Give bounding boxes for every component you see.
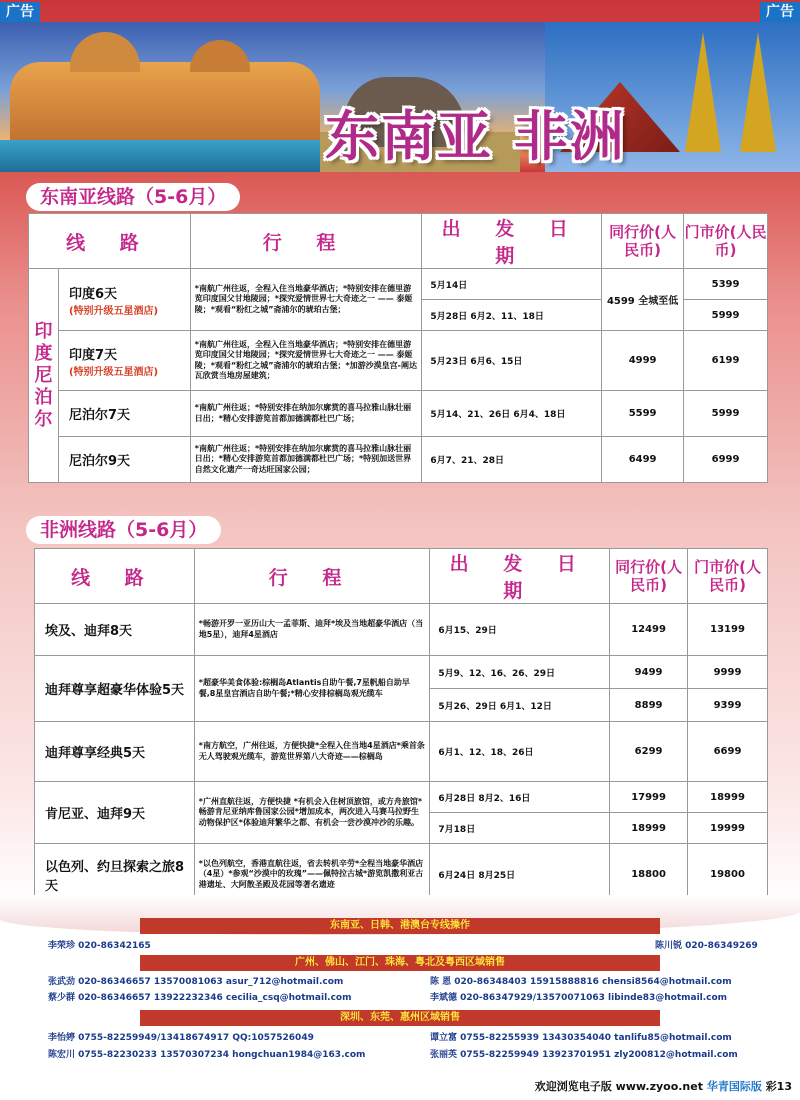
header-route: 线 路 [29, 214, 191, 269]
ad-label-right: 广告 [760, 2, 800, 22]
contact: 陈川锐 020-86349269 [655, 941, 758, 951]
footer-note [535, 1078, 792, 1094]
table-row [29, 391, 768, 437]
header-departure: 出 发 日 期 [430, 549, 610, 604]
departure-date: 5月14日 [422, 269, 602, 300]
band-guangzhou-sales: 广州、佛山、江门、珠海、粤北及粤西区域销售 [140, 955, 660, 971]
route-sub: (特别升级五星酒店) [68, 366, 159, 378]
contact: 李斌德 020-86347929/13570071063 libinde83@hotmail.com [430, 993, 728, 1003]
retail-price: 6199 [684, 331, 768, 391]
header-peer-price: 同行价(人民币) [602, 214, 684, 269]
peer-price: 9499 [610, 656, 688, 689]
peer-price: 17999 [610, 782, 688, 813]
route-sub: (特别升级五星酒店) [68, 305, 159, 317]
departure-date: 5月14、21、26日 6月4、18日 [422, 391, 602, 437]
header-peer-price: 同行价(人民币) [610, 549, 688, 604]
header-itinerary: 行 程 [194, 549, 430, 604]
retail-price: 9999 [688, 656, 768, 689]
sea-route-table [28, 213, 768, 483]
retail-price: 9399 [688, 689, 768, 722]
peer-price: 6299 [610, 722, 688, 782]
retail-price: 6999 [684, 437, 768, 483]
contact: 张武劲 020-86346657 13570081063 asur_712@hotmail.com [48, 977, 344, 987]
contact: 陈宏川 0755-82230233 13570307234 hongchuan1984@163.com [48, 1050, 366, 1060]
contact: 陈 恩 020-86348403 15915888816 chensi8564@hotmail.com [430, 977, 732, 987]
brand-name: 华青国际版 [706, 1080, 762, 1093]
peer-price: 18999 [610, 813, 688, 844]
departure-date: 5月26、29日 6月1、12日 [430, 689, 610, 722]
route-name [58, 269, 190, 331]
africa-route-table [34, 548, 768, 906]
table-row [29, 437, 768, 483]
departure-date: 6月15、29日 [430, 604, 610, 656]
itinerary: *广州直航往返，方便快捷 *有机会入住树顶旅馆，或方舟旅馆*畅游肯尼亚纳库鲁国家公园*增加成本，两次进入马赛马拉野生动物保护区*体验迪拜繁华之都、有机会一尝沙漠冲沙的乐趣。 [194, 782, 430, 844]
website-text: 欢迎浏览电子版 www.zyoo.net [534, 1080, 703, 1093]
temple-spire [740, 32, 776, 152]
itinerary: *南航广州往返；*特别安排在纳加尔廓赏的喜马拉雅山脉壮丽日出；*精心安排游览首都加德满都杜巴广场； [190, 391, 422, 437]
route-name [58, 331, 190, 391]
table-row [29, 269, 768, 300]
band-shenzhen-sales: 深圳、东莞、惠州区域销售 [140, 1010, 660, 1026]
departure-date: 6月28日 8月2、16日 [430, 782, 610, 813]
peer-price: 8899 [610, 689, 688, 722]
departure-date: 5月9、12、16、26、29日 [430, 656, 610, 689]
itinerary: *南方航空，广州往返，方便快捷*全程入住当地4星酒店*乘首条无人驾驶观光缆车，游览世界第八大奇迹——棕榈岛 [194, 722, 430, 782]
retail-price: 5999 [684, 391, 768, 437]
retail-price: 5999 [684, 300, 768, 331]
retail-price: 19999 [688, 813, 768, 844]
peer-price: 6499 [602, 437, 684, 483]
route-name: 尼泊尔7天 [58, 391, 190, 437]
contact: 李荣珍 020-86342165 [48, 941, 151, 951]
table-row [35, 604, 768, 656]
retail-price: 5399 [684, 269, 768, 300]
contact: 蔡少群 020-86346657 13922232346 cecilia_csq@hotmail.com [48, 993, 352, 1003]
ad-label-left: 广告 [0, 2, 40, 22]
departure-date: 7月18日 [430, 813, 610, 844]
route-name: 尼泊尔9天 [58, 437, 190, 483]
route-name: 迪拜尊享经典5天 [35, 722, 195, 782]
africa-section-title: 非洲线路（5-6月） [26, 516, 221, 544]
contact: 谭立富 0755-82255939 13430354040 tanlifu85@hotmail.com [430, 1033, 732, 1043]
contact: 李怡婷 0755-82259949/13418674917 QQ:1057526049 [48, 1033, 314, 1043]
table-row [35, 656, 768, 689]
page-number: 彩13 [765, 1080, 792, 1093]
route-name: 以色列、约旦探索之旅8天 [35, 844, 195, 906]
peer-price: 12499 [610, 604, 688, 656]
header-itinerary: 行 程 [190, 214, 422, 269]
itinerary: *超豪华美食体验:棕榈岛Atlantis自助午餐,7星帆船自助早餐,8星皇宫酒店自助午餐;*精心安排棕榈岛观光缆车 [194, 656, 430, 722]
retail-price: 13199 [688, 604, 768, 656]
header-route: 线 路 [35, 549, 195, 604]
header-retail-price: 门市价(人民币) [688, 549, 768, 604]
itinerary: *南航广州往返；*特别安排在纳加尔廓赏的喜马拉雅山脉壮丽日出；*精心安排游览首都加德满都杜巴广场；*特别加送世界自然文化遗产一奇达旺国家公园； [190, 437, 422, 483]
peer-price: 4999 [602, 331, 684, 391]
departure-date: 5月23日 6月6、15日 [422, 331, 602, 391]
band-sea-ops: 东南亚、日韩、港澳台专线操作 [140, 918, 660, 934]
departure-date: 5月28日 6月2、11、18日 [422, 300, 602, 331]
retail-price: 18999 [688, 782, 768, 813]
temple-spire [685, 32, 721, 152]
region-label: 印度尼泊尔 [29, 269, 59, 483]
pool-image [0, 140, 330, 172]
hero-title: 东南亚 非洲 [325, 105, 626, 168]
itinerary: *畅游开罗一亚历山大一孟菲斯、迪拜*埃及当地超豪华酒店（当地5星），迪拜4星酒店 [194, 604, 430, 656]
retail-price: 19800 [688, 844, 768, 906]
header-retail-price: 门市价(人民币) [684, 214, 768, 269]
contact: 张丽英 0755-82259949 13923701951 zly200812@hotmail.com [430, 1050, 738, 1060]
table-row [29, 331, 768, 391]
departure-date: 6月7、21、28日 [422, 437, 602, 483]
peer-price: 4599 全城至低 [602, 269, 684, 331]
peer-price: 18800 [610, 844, 688, 906]
retail-price: 6699 [688, 722, 768, 782]
departure-date: 6月1、12、18、26日 [430, 722, 610, 782]
route-name: 迪拜尊享超豪华体验5天 [35, 656, 195, 722]
itinerary: *以色列航空，香港直航往返，省去转机辛劳*全程当地豪华酒店（4星）*参观“沙漠中的玫瑰”——佩特拉古城*游览凯撒利亚古港遗址、大阿散圣殿及花园等著名遗迹 [194, 844, 430, 906]
hero-banner [0, 22, 800, 172]
itinerary: *南航广州往返，全程入住当地豪华酒店；*特别安排在德里游览印度国父甘地陵园；*探究爱情世界七大奇迹之一 —— 泰姬陵；*观看“粉红之城”斋浦尔的琥珀古堡； [190, 269, 422, 331]
route-name: 肯尼亚、迪拜9天 [35, 782, 195, 844]
sea-section-title: 东南亚线路（5-6月） [26, 183, 240, 211]
table-row [35, 782, 768, 813]
route-label: 印度6天 [68, 286, 118, 302]
table-row [35, 722, 768, 782]
table-header-row [29, 214, 768, 269]
route-label: 印度7天 [68, 347, 118, 363]
table-header-row [35, 549, 768, 604]
departure-date: 6月24日 8月25日 [430, 844, 610, 906]
route-name: 埃及、迪拜8天 [35, 604, 195, 656]
itinerary: *南航广州往返，全程入住当地豪华酒店；*特别安排在德里游览印度国父甘地陵园；*探究爱情世界七大奇迹之一 —— 泰姬陵；*观看“粉红之城”斋浦尔的琥珀古堡；*加游沙漠皇宫-阐达瓦欣赏当地房屋建筑； [190, 331, 422, 391]
peer-price: 5599 [602, 391, 684, 437]
header-departure: 出 发 日 期 [422, 214, 602, 269]
